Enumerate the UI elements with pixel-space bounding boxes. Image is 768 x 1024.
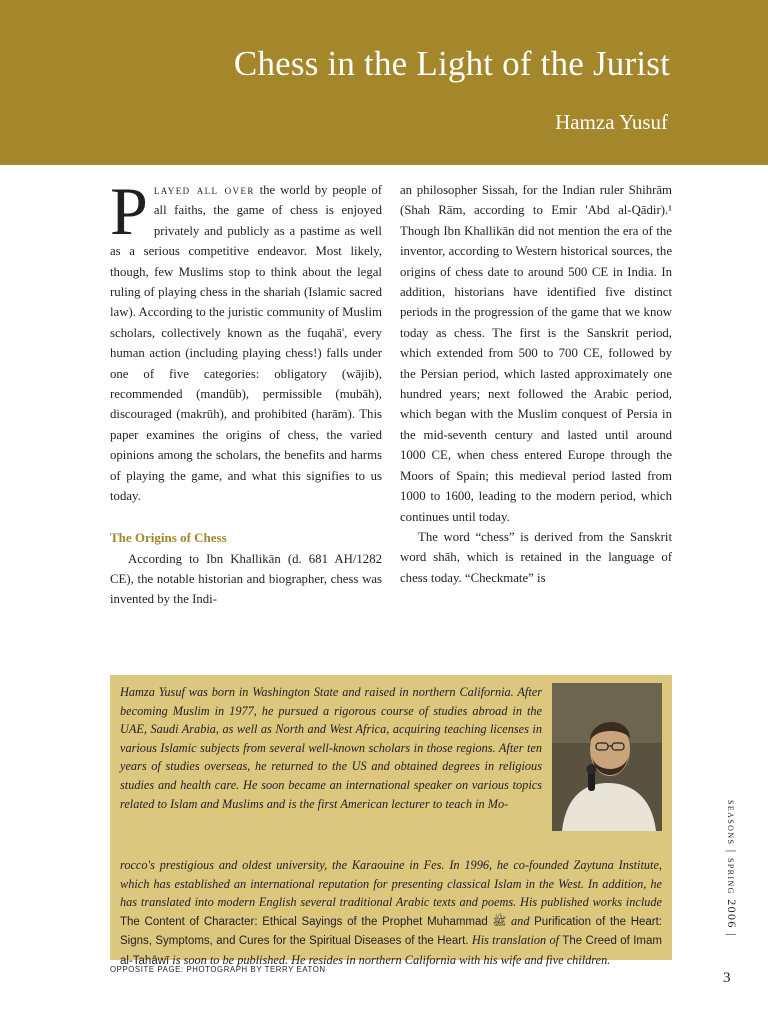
bio-text-bottom [120, 856, 662, 971]
title-banner [0, 0, 768, 165]
article-column-left [110, 173, 382, 610]
page-number: 3 [723, 970, 731, 986]
author-photo [552, 683, 662, 831]
section-heading: The Origins of Chess [110, 529, 227, 545]
origins-paragraph: According to Ibn Khallikān (d. 681 AH/1282 CE), the notable historian and biographer, chess was invented by the Indi- [110, 551, 382, 607]
bio-text: rocco's prestigious and oldest university, the Karaouine in Fes. In 1996, he co-founded Zaytuna Institute, which has established an international reputation for presenting classical Islam in the West. In addition, he has translated into modern English several traditional Arabic texts and poems. His published works include [120, 858, 662, 910]
article-column-right [400, 180, 672, 588]
running-head-text: seasons | spring 2006 | [725, 800, 739, 938]
origins-continued: an philosopher Sissah, for the Indian ruler Shihrām (Shah Rām, according to Emir 'Abd al-Qādir).¹ Though Ibn Khallikān did not mention the era of the inventor, according to Western historical sources, the origins of chess date to around 500 CE in India. In addition, historians have identified five distinct periods in the progression of the game that we know today as chess. The first is the Sanskrit period, which extended from 500 to 700 CE, followed by the Persian period, which lasted approximately one hundred years; next followed the Arabic period, which began with the Muslim conquest of Persia in the mid-seventh century and lasted until around 1000 CE, when chess entered Europe through the Moors of Spain; this medieval period lasted from 1000 to 1600, leading to the modern period, which continues until today. [400, 183, 672, 524]
bio-text-top: Hamza Yusuf was born in Washington State and raised in northern California. After becoming Muslim in 1977, he pursued a rigorous course of studies abroad in the UAE, Saudi Arabia, as well as North and West Africa, acquiring teaching licenses in various Islamic subjects from several well-known scholars in those regions. After ten years of studies overseas, he returned to the US and obtained degrees in religious studies and health care. He soon became an international speaker on various topics related to Islam and Muslims and is the first American lecturer to teach in Mo- [120, 685, 542, 811]
bio-text: and [506, 913, 535, 928]
article-title: Chess in the Light of the Jurist [233, 44, 670, 83]
running-head [724, 800, 739, 937]
lead-in: layed all over [153, 183, 255, 197]
article-author: Hamza Yusuf [555, 110, 668, 134]
photo-credit: OPPOSITE PAGE: PHOTOGRAPH BY TERRY EATON [110, 965, 326, 974]
drop-cap: P [110, 173, 148, 249]
intro-paragraph [110, 173, 382, 507]
bio-text: is soon to be published. He resides in northern California with his wife and five children. [169, 952, 611, 967]
author-portrait-icon [552, 683, 662, 831]
etymology-paragraph: The word “chess” is derived from the Sanskrit word shāh, which is retained in the language of chess today. “Checkmate” is [400, 529, 672, 585]
bio-text: His translation of [468, 933, 563, 948]
book-title: The Content of Character: Ethical Sayings of the Prophet Muhammad ﷺ [120, 915, 507, 928]
book-title: Purification of the Heart: Signs, Symptoms, and Cures for the Spiritual Diseases of the Heart. [120, 915, 663, 948]
author-bio-box [110, 675, 672, 967]
intro-text: the world by people of all faiths, the game of chess is enjoyed privately and publicly as a pastime as well as a serious competitive endeavor. Most likely, though, few Muslims stop to think about the legal ruling of playing chess in the shariah (Islamic sacred law). According to the juristic community of Muslim scholars, collectively known as the fuqahā', every human action (including playing chess!) falls under one of five categories: obligatory (wājib), recommended (mandūb), permissible (mubāh), discouraged (makrūh), and prohibited (harām). This paper examines the origins of chess, the varied opinions among the scholars, the benefits and harms of playing the game, and what this signifies to us today. [110, 183, 382, 504]
book-title: The Creed of Imam al-Tahāwī [120, 935, 662, 967]
